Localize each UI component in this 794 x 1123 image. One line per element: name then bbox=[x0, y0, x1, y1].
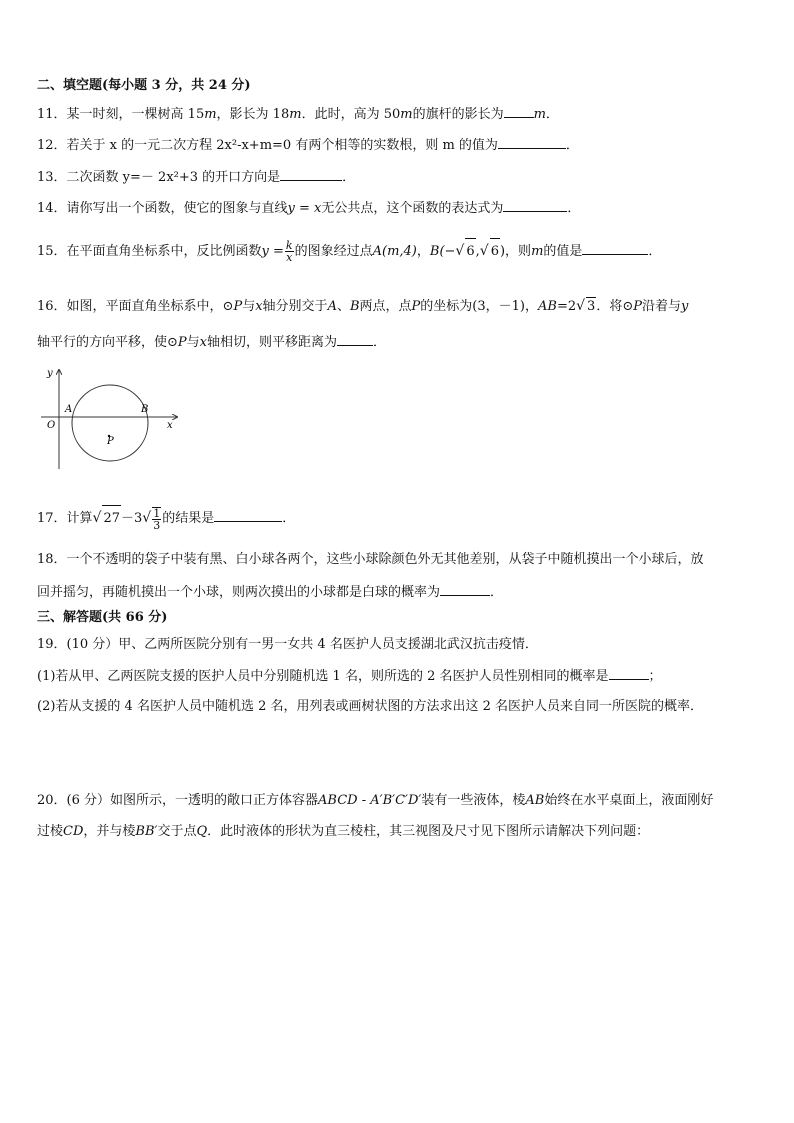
answer-blank-19[interactable] bbox=[609, 667, 649, 680]
question-19-part-1: (1)若从甲、乙两医院支援的医护人员中分别随机选 1 名，则所选的 2 名医护人员性别相同的概率是 ； bbox=[37, 669, 662, 684]
question-12: 12．若关于 x 的一元二次方程 2x²-x+m=0 有两个相等的实数根，则 m 的值为 ． bbox=[37, 138, 579, 153]
fraction-k-over-x: $\frac{k}{x}$ bbox=[285, 239, 293, 264]
answer-blank-18[interactable] bbox=[440, 583, 490, 596]
circle-diagram bbox=[37, 366, 187, 476]
section-2-heading: 二、填空题(每小题 3 分，共 24 分) bbox=[37, 78, 251, 93]
question-19-part-2: (2)若从支援的 4 名医护人员中随机选 2 名，用列表或画树状图的方法求出这 2 名医护人员来自同一所医院的概率． bbox=[37, 699, 704, 714]
point-a-label: A bbox=[65, 404, 73, 415]
answer-blank-11[interactable] bbox=[504, 105, 534, 118]
point-b-label: B bbox=[141, 404, 149, 415]
question-20-line-1: 20．(6 分）如图所示，一透明的敞口正方体容器ABCD - A′B′C′D′装有一些液体，棱AB始终在水平桌面上，液面刚好 bbox=[37, 793, 714, 808]
fraction-one-third: $\frac{1}{3}$ bbox=[153, 506, 161, 532]
question-11: 11．某一时刻，一棵树高 15m，影长为 18m．此时，高为 50m的旗杆的影长为 m． bbox=[37, 107, 559, 122]
section-3-heading: 三、解答题(共 66 分) bbox=[37, 610, 168, 625]
question-13: 13．二次函数 y=－ 2x²+3 的开口方向是 ． bbox=[37, 170, 356, 185]
question-15: 15．在平面直角坐标系中，反比例函数y = $\frac{k}{x}$ 的图象经过点A(m,4)，B(−√ 6,√ 6)，则m的值是 ． bbox=[37, 239, 662, 264]
question-19-line-1: 19．(10 分）甲、乙两所医院分别有一男一女共 4 名医护人员支援湖北武汉抗击疫情． bbox=[37, 637, 538, 652]
question-14: 14．请你写出一个函数，使它的图象与直线y = x无公共点，这个函数的表达式为 ． bbox=[37, 201, 581, 216]
question-20-line-2: 过棱CD，并与棱BB′交于点Q．此时液体的形状为直三棱柱，其三视图及尺寸见下图所示请解决下列问题： bbox=[37, 824, 650, 839]
answer-blank-12[interactable] bbox=[498, 136, 566, 149]
question-16-line-2: 轴平行的方向平移，使⊙P与x轴相切，则平移距离为 ． bbox=[37, 335, 387, 350]
y-axis-label: y bbox=[47, 368, 53, 379]
question-18-line-1: 18．一个不透明的袋子中装有黑、白小球各两个，这些小球除颜色外无其他差别，从袋子中随机摸出一个小球后，放 bbox=[37, 552, 704, 567]
answer-blank-16[interactable] bbox=[337, 333, 373, 346]
answer-blank-15[interactable] bbox=[582, 242, 648, 255]
answer-blank-14[interactable] bbox=[503, 199, 567, 212]
question-16-line-1: 16．如图，平面直角坐标系中，⊙P与x轴分别交于A、B两点，点P的坐标为(3，－1)，AB=2√ 3．将⊙P沿着与y bbox=[37, 298, 689, 314]
question-17: 17．计算√ 27－3√ $\frac{1}{3}$ 的结果是 ． bbox=[37, 506, 296, 532]
point-p-label: P bbox=[107, 436, 114, 447]
origin-label: O bbox=[47, 420, 56, 431]
answer-blank-13[interactable] bbox=[280, 168, 342, 181]
answer-blank-17[interactable] bbox=[214, 509, 282, 522]
circle-p bbox=[72, 385, 148, 461]
x-axis-label: x bbox=[167, 420, 173, 431]
question-18-line-2: 回并摇匀，再随机摸出一个小球，则两次摸出的小球都是白球的概率为 ． bbox=[37, 585, 504, 600]
coordinate-figure bbox=[37, 366, 187, 480]
